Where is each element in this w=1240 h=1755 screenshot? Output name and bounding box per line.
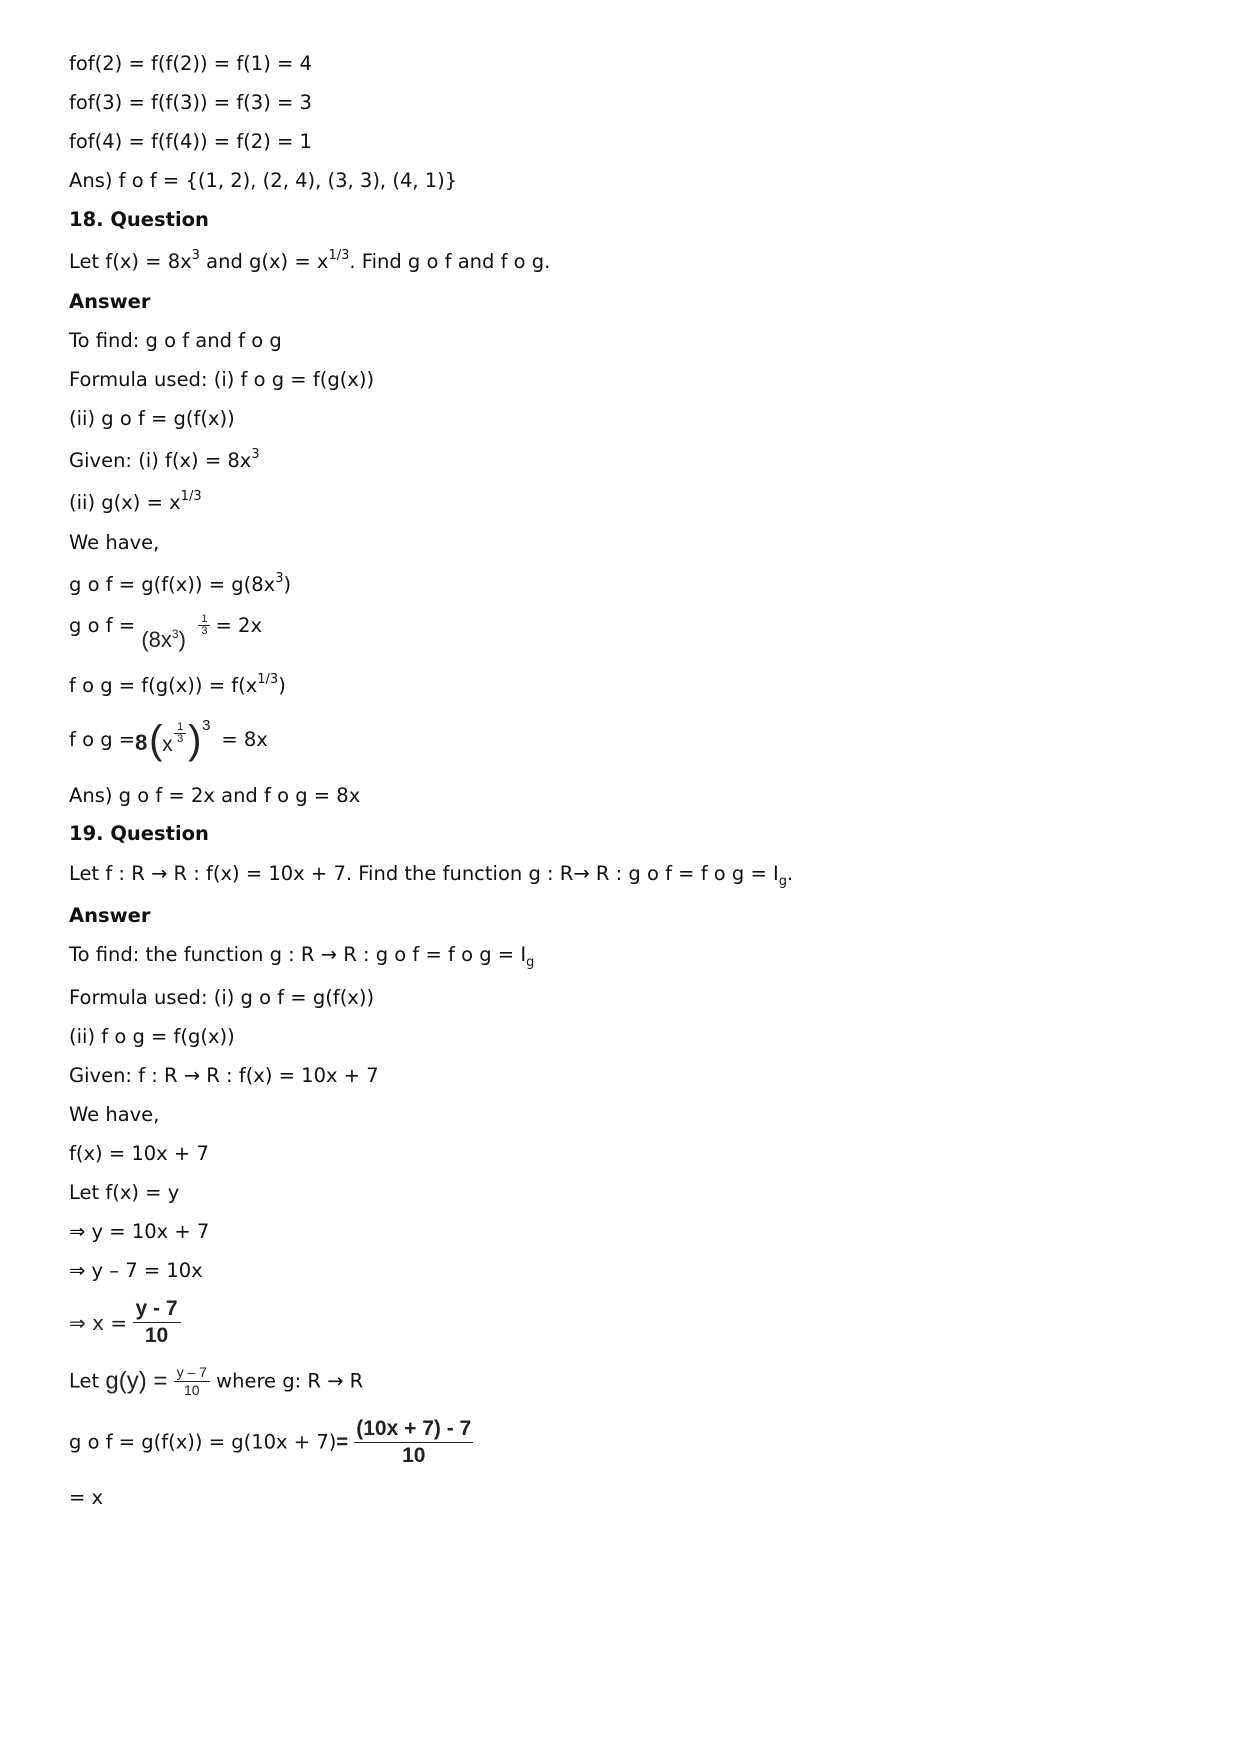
question-heading: 19. Question (69, 822, 209, 845)
fraction (354, 1416, 473, 1469)
text-run: = 2x (215, 614, 262, 637)
text-line: (ii) f o g = f(g(x)) (69, 1025, 235, 1048)
text-line: ⇒ y = 10x + 7 (69, 1220, 210, 1243)
text-run: = 8x (221, 728, 268, 751)
math-base: (8x (141, 627, 172, 652)
text-line (69, 449, 260, 473)
math-variable: x (162, 733, 173, 756)
fraction-numerator: (10x + 7) - 7 (356, 1417, 472, 1440)
superscript: 3 (251, 447, 260, 462)
text-line: We have, (69, 531, 160, 554)
math-coefficient: 8 (135, 730, 148, 755)
text-run: Let (69, 1369, 100, 1393)
answer-heading: Answer (69, 904, 151, 927)
fraction-denominator: 10 (133, 1322, 181, 1349)
answer-heading: Answer (69, 290, 151, 313)
subscript: g (526, 955, 535, 970)
math-expression (141, 614, 209, 658)
text-line: Given: f : R → R : f(x) = 10x + 7 (69, 1064, 379, 1087)
equation-line (69, 614, 262, 658)
text-line: Formula used: (i) g o f = g(f(x)) (69, 986, 375, 1009)
superscript: 3 (171, 627, 179, 641)
text-run: f o g = f(g(x)) = f(x (69, 674, 258, 697)
text-run: Let f : R → R : f(x) = 10x + 7. Find the function g : R→ R : g o f = f o g = I (69, 862, 779, 885)
text-run: ) (283, 573, 292, 596)
math-function: g(y) = (105, 1367, 168, 1395)
fraction-numerator: 1 (177, 721, 184, 733)
text-line: Formula used: (i) f o g = f(g(x)) (69, 368, 375, 391)
math-paren: ) (188, 718, 202, 762)
fraction-denominator: 10 (354, 1442, 473, 1469)
text-line (69, 674, 286, 698)
text-line (69, 491, 202, 515)
text-run: and g(x) = x (199, 250, 329, 273)
question-text (69, 250, 550, 274)
text-run: ) (278, 674, 286, 697)
superscript: 1/3 (180, 489, 202, 504)
question-text (69, 862, 794, 889)
exponent-fraction (174, 722, 186, 745)
text-line: To find: g o f and f o g (69, 329, 282, 352)
answer-line: Ans) f o f = {(1, 2), (2, 4), (3, 3), (4, 1)} (69, 169, 458, 192)
text-run: Let f(x) = 8x (69, 250, 192, 273)
text-run: = (336, 1431, 349, 1454)
text-line (69, 573, 291, 597)
math-paren: ) (178, 627, 186, 652)
text-line: = x (69, 1486, 104, 1509)
subscript: g (778, 874, 788, 889)
fraction-numerator: 1 (201, 613, 208, 625)
math-paren: ( (149, 718, 163, 762)
fraction-numerator: y - 7 (135, 1297, 178, 1320)
question-heading: 18. Question (69, 208, 209, 231)
equation-line (69, 1364, 363, 1408)
text-run: g o f = g(f(x)) = g(10x + 7) (69, 1430, 337, 1454)
text-line: fof(4) = f(f(4)) = f(2) = 1 (69, 130, 312, 153)
equation-line (69, 1296, 181, 1354)
text-run: . (787, 862, 794, 885)
fraction-denominator: 3 (198, 625, 210, 637)
superscript: 3 (202, 717, 211, 734)
text-run: To find: the function g : R → R : g o f = f o g = I (69, 943, 527, 966)
text-line: We have, (69, 1103, 160, 1126)
text-run: . Find g o f and f o g. (349, 250, 551, 273)
text-run: (ii) g(x) = x (69, 491, 181, 514)
text-run: f o g = (69, 728, 136, 751)
equation-line (69, 714, 268, 770)
text-line: fof(3) = f(f(3)) = f(3) = 3 (69, 91, 312, 114)
text-run: ⇒ x = (69, 1310, 128, 1335)
equation-line (69, 1416, 473, 1474)
text-run: g o f = g(f(x)) = g(8x (69, 573, 276, 596)
text-line: (ii) g o f = g(f(x)) (69, 407, 235, 430)
text-line: ⇒ y – 7 = 10x (69, 1259, 203, 1282)
fraction-numerator: y – 7 (176, 1364, 207, 1380)
text-line: f(x) = 10x + 7 (69, 1142, 209, 1165)
fraction (174, 1364, 210, 1399)
text-line: fof(2) = f(f(2)) = f(1) = 4 (69, 52, 312, 75)
superscript: 1/3 (257, 672, 279, 687)
superscript: 3 (275, 571, 284, 586)
exponent-fraction (198, 614, 210, 637)
text-line: Let f(x) = y (69, 1181, 180, 1204)
fraction (133, 1296, 181, 1349)
text-line (69, 943, 535, 970)
text-run: g o f = (69, 614, 142, 637)
math-expression (135, 714, 215, 770)
answer-line: Ans) g o f = 2x and f o g = 8x (69, 784, 361, 807)
fraction-denominator: 3 (174, 733, 186, 745)
text-run: where g: R → R (209, 1369, 364, 1393)
superscript: 3 (191, 248, 200, 263)
superscript: 1/3 (328, 248, 350, 263)
text-run: Given: (i) f(x) = 8x (69, 449, 252, 472)
fraction-denominator: 10 (174, 1381, 210, 1399)
